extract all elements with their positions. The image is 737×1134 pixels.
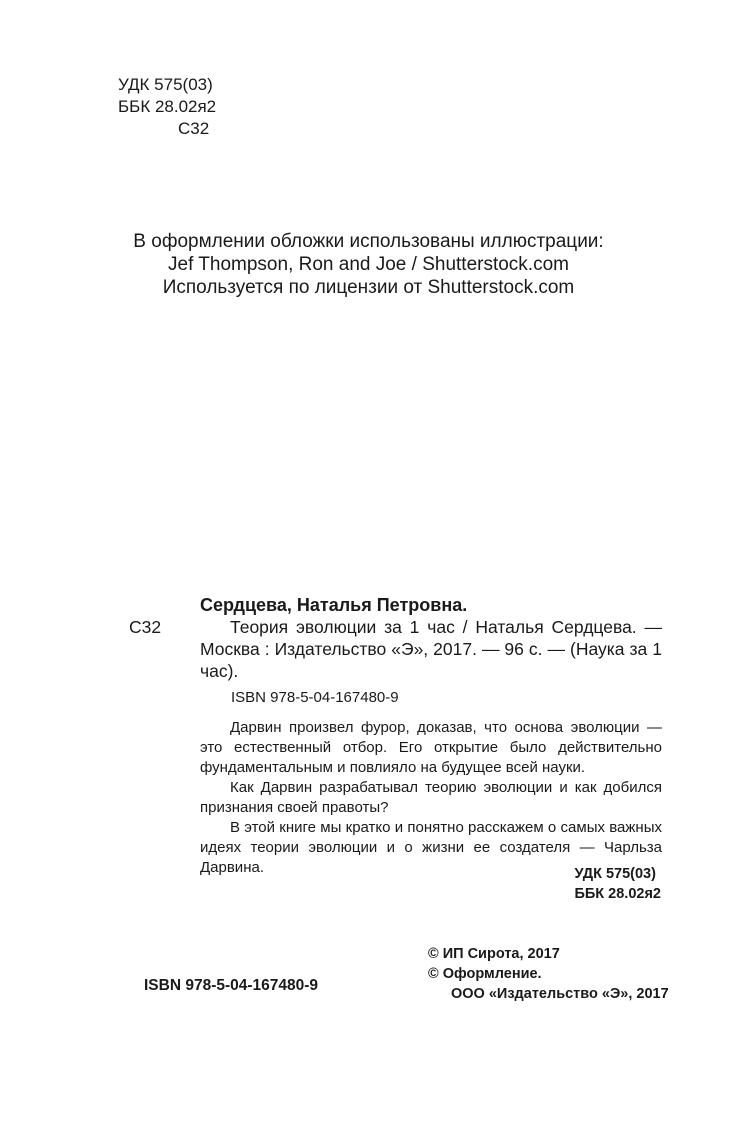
illustration-credit-line-2: Jef Thompson, Ron and Joe / Shutterstock.com bbox=[168, 254, 569, 275]
copyright-block bbox=[428, 944, 669, 1004]
annotation-paragraph-1: Дарвин произвел фурор, доказав, что основа эволюции — это естественный отбор. Его открытие было действительно фундаментальным и повлияло на будущее всей науки. bbox=[200, 719, 662, 776]
isbn-bottom: ISBN 978-5-04-167480-9 bbox=[144, 977, 319, 994]
copyright-line-2: © Оформление. bbox=[428, 966, 542, 982]
udk-code: УДК 575(03) bbox=[118, 75, 213, 94]
classification-block-top bbox=[118, 74, 216, 140]
bbk-code-bottom: ББК 28.02я2 bbox=[574, 886, 661, 902]
author-name: Сердцева, Наталья Петровна. bbox=[200, 595, 468, 615]
bibliographic-record bbox=[200, 594, 662, 682]
annotation-paragraph-2: Как Дарвин разрабатывал теорию эволюции и как добился признания своей правоты? bbox=[200, 779, 662, 816]
udk-code-bottom: УДК 575(03) bbox=[574, 866, 656, 882]
illustration-credit-line-1: В оформлении обложки использованы иллюстрации: bbox=[133, 231, 604, 252]
copyright-line-3: ООО «Издательство «Э», 2017 bbox=[451, 986, 669, 1002]
illustration-credit-line-3: Используется по лицензии от Shutterstock.com bbox=[162, 277, 575, 298]
classification-block-bottom bbox=[574, 864, 661, 904]
copyright-line-1: © ИП Сирота, 2017 bbox=[428, 946, 560, 962]
bbk-code: ББК 28.02я2 bbox=[118, 97, 217, 116]
illustration-credits bbox=[0, 230, 737, 299]
annotation bbox=[200, 718, 662, 878]
biblio-author-mark: С32 bbox=[129, 617, 162, 637]
isbn-record: ISBN 978-5-04-167480-9 bbox=[231, 689, 399, 706]
bibliographic-description: Теория эволюции за 1 час / Наталья Сердцева. — Москва : Издательство «Э», 2017. — 96 с. — (Наука за 1 час). bbox=[200, 617, 662, 681]
author-mark: С32 bbox=[178, 119, 210, 138]
annotation-paragraph-3: В этой книге мы кратко и понятно расскажем о самых важных идеях теории эволюции и о жизни ее создателя — Чарльза Дарвина. bbox=[200, 819, 662, 876]
